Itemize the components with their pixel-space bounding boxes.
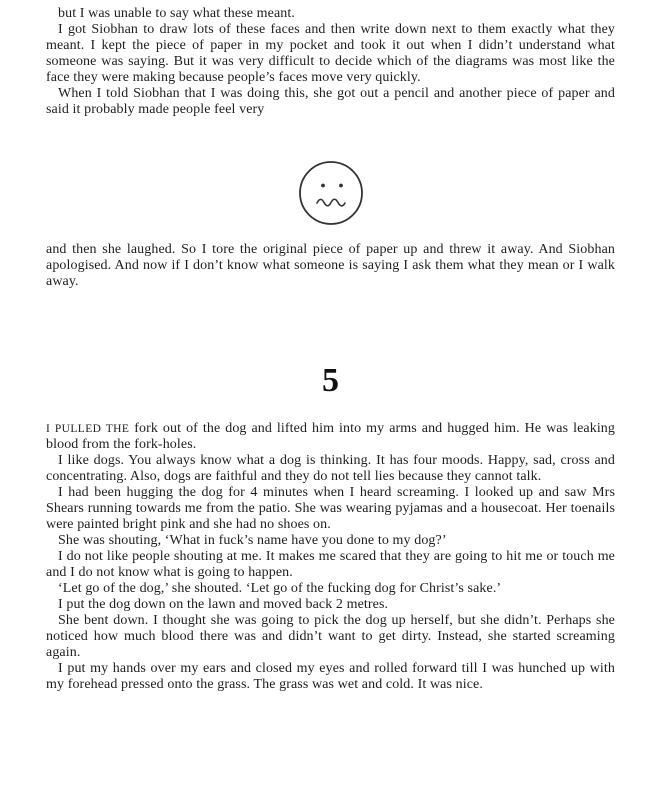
face-outline [300, 162, 362, 224]
chapter-opener-text: fork out of the dog and lifted him into my arms and hugged him. He was leaking blood from the fork-holes. [46, 421, 616, 452]
paragraph: I do not like people shouting at me. It makes me scared that they are going to hit me or touch me and I do not know what is going to happen. [46, 549, 615, 580]
paragraph: I like dogs. You always know what a dog is thinking. It has four moods. Happy, sad, cross and concentrating. Also, dogs are faithful and they do not tell lies because they cannot talk. [46, 453, 615, 484]
confused-face-icon [296, 158, 366, 228]
chapter-number-heading: 5 [321, 362, 340, 399]
paragraph: and then she laughed. So I tore the original piece of paper up and threw it away. And Siobhan apologised. And now if I don’t know what someone is saying I ask them what they mean or I walk away. [46, 242, 615, 289]
paragraph: ‘Let go of the dog,’ she shouted. ‘Let go of the fucking dog for Christ’s sake.’ [58, 581, 502, 596]
right-eye-dot [339, 184, 343, 188]
paragraph: but I was unable to say what these meant. [58, 6, 295, 21]
paragraph: She bent down. I thought she was going to pick the dog up herself, but she didn’t. Perhaps she noticed how much blood there was and didn’t want to get dirty. Instead, she started screaming again. [46, 613, 615, 660]
paragraph: She was shouting, ‘What in fuck’s name have you done to my dog?’ [58, 533, 447, 548]
chapter-opening-paragraph [46, 421, 615, 453]
left-eye-dot [321, 184, 325, 188]
paragraph: I had been hugging the dog for 4 minutes when I heard screaming. I looked up and saw Mrs Shears running towards me from the patio. She was wearing pyjamas and a housecoat. Her toenails were painted bright pink and she had no shoes on. [46, 485, 615, 532]
paragraph: I got Siobhan to draw lots of these faces and then write down next to them exactly what they meant. I kept the piece of paper in my pocket and took it out when I didn’t understand what someone was saying. But it was very difficult to decide which of the diagrams was most like the face they were making because people’s faces move very quickly. [46, 22, 615, 85]
squiggle-mouth [317, 199, 345, 206]
paragraph: I put the dog down on the lawn and moved back 2 metres. [58, 597, 389, 612]
face-drawing-figure [46, 158, 615, 228]
smallcaps-opener: I PULLED THE [46, 423, 130, 435]
paragraph: When I told Siobhan that I was doing this, she got out a pencil and another piece of paper and said it probably made people feel very [46, 86, 615, 117]
paragraph: I put my hands over my ears and closed my eyes and rolled forward till I was hunched up with my forehead pressed onto the grass. The grass was wet and cold. It was nice. [46, 661, 615, 692]
